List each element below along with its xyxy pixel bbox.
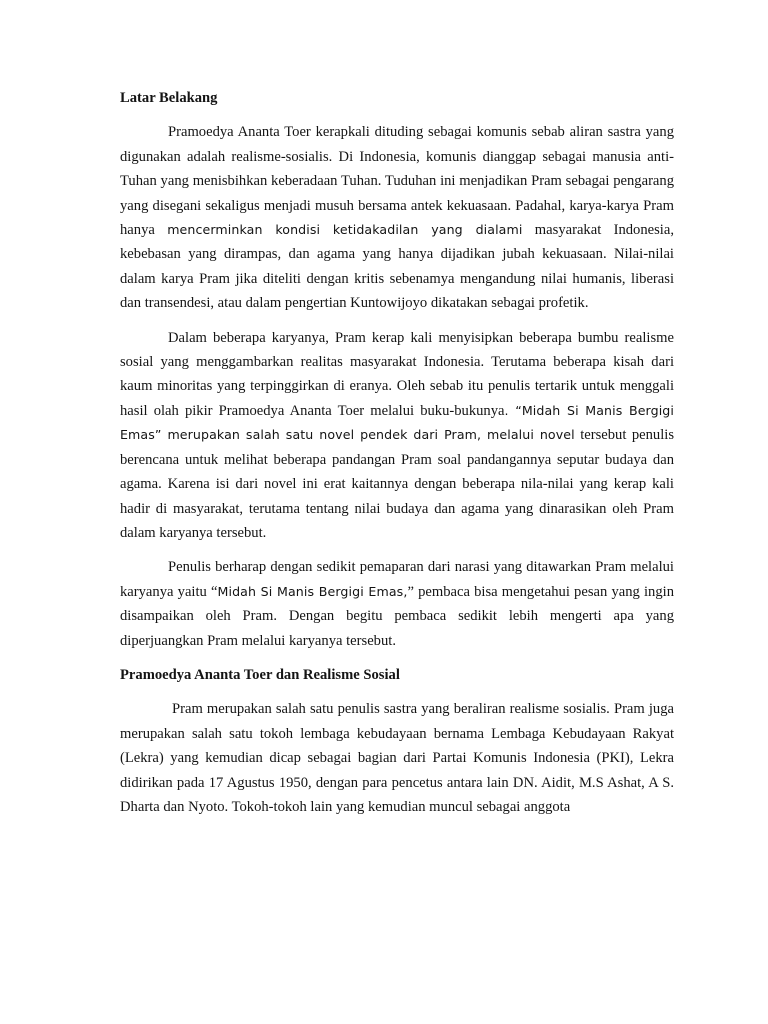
paragraph-4: Pram merupakan salah satu penulis sastra yang beraliran realisme sosialis. Pram juga merupakan salah satu tokoh lembaga kebudayaan bernama Lembaga Kebudayaan Rakyat (Lekra) yang kemudian dicap sebagai bagian dari Partai Komunis Indonesia (PKI), Lekra didirikan pada 17 Agustus 1950, dengan para pencetus antara lain DN. Aidit, M.S Ashat, A S. Dharta dan Nyoto. Tokoh-tokoh lain yang kemudian muncul sebagai anggota xyxy=(120,701,674,815)
section-heading-realisme-sosial: Pramoedya Ananta Toer dan Realisme Sosial xyxy=(120,666,400,683)
paragraph-3 xyxy=(120,555,674,653)
paragraph-1-text-b: mencerminkan kondisi ketidakadilan yang dialami xyxy=(167,222,523,238)
paragraph-1-text-a: Pramoedya Ananta Toer kerapkali dituding sebagai komunis sebab aliran sastra yang digunakan adalah realisme-sosialis. Di Indonesia, komunis dianggap sebagai manusia anti-Tuhan yang menisbihkan keberadaan Tuhan. Tuduhan ini menjadikan Pram sebagai pengarang yang disegani sekaligus menjadi musuh bersama antek kekuasaan. Padahal, karya-karya Pram hanya xyxy=(120,124,674,239)
document-body xyxy=(120,86,674,829)
paragraph-2-text-a: Dalam beberapa karyanya, Pram kerap kali menyisipkan beberapa bumbu realisme sosial yang menggambarkan realitas masyarakat Indonesia. Terutama beberapa kisah dari kaum minoritas yang terpinggirkan di eranya. Oleh sebab itu penulis tertarik untuk menggali hasil olah pikir Pramoedya Ananta Toer melalui buku-bukunya xyxy=(120,329,674,419)
paragraph-3-text-c: ” pembaca bisa mengetahui pesan yang ingin disampaikan oleh Pram. Dengan begitu pembaca sedikit lebih mengerti apa yang diperjuangkan Pram melalui karyanya tersebut. xyxy=(120,583,675,649)
paragraph-2-text-b: . “Midah Si Manis Bergigi Emas” merupakan salah satu novel pendek dari Pram, melalui novel xyxy=(120,402,674,443)
paragraph-3-text-b: Midah Si Manis Bergigi Emas, xyxy=(217,583,408,599)
paragraph-2 xyxy=(120,326,674,546)
section-heading-latar-belakang: Latar Belakang xyxy=(120,90,218,106)
paragraph-1 xyxy=(120,120,674,315)
paragraph-1-text-c: masyarakat Indonesia, kebebasan yang dirampas, dan agama yang hanya dijadikan jubah kekuasaan. Nilai-nilai dalam karya Pram jika diteliti dengan kritis sebenamya mengandung nilai humanis, liberasi dan transendesi, atau dalam pengertian Kuntowijoyo dikatakan sebagai profetik. xyxy=(120,222,674,312)
paragraph-3-text-a: Penulis berharap dengan sedikit pemaparan dari narasi yang ditawarkan Pram melalui karyanya yaitu “ xyxy=(120,559,674,600)
paragraph-2-text-c: tersebut penulis berencana untuk melihat beberapa pandangan Pram soal pandangannya seputar budaya dan agama. Karena isi dari novel ini erat kaitannya dengan beberapa nila-nilai yang kerap kali hadir di masyarakat, terutama tentang nilai budaya dan agama yang dinarasikan oleh Pram dalam karyanya tersebut. xyxy=(120,427,674,541)
